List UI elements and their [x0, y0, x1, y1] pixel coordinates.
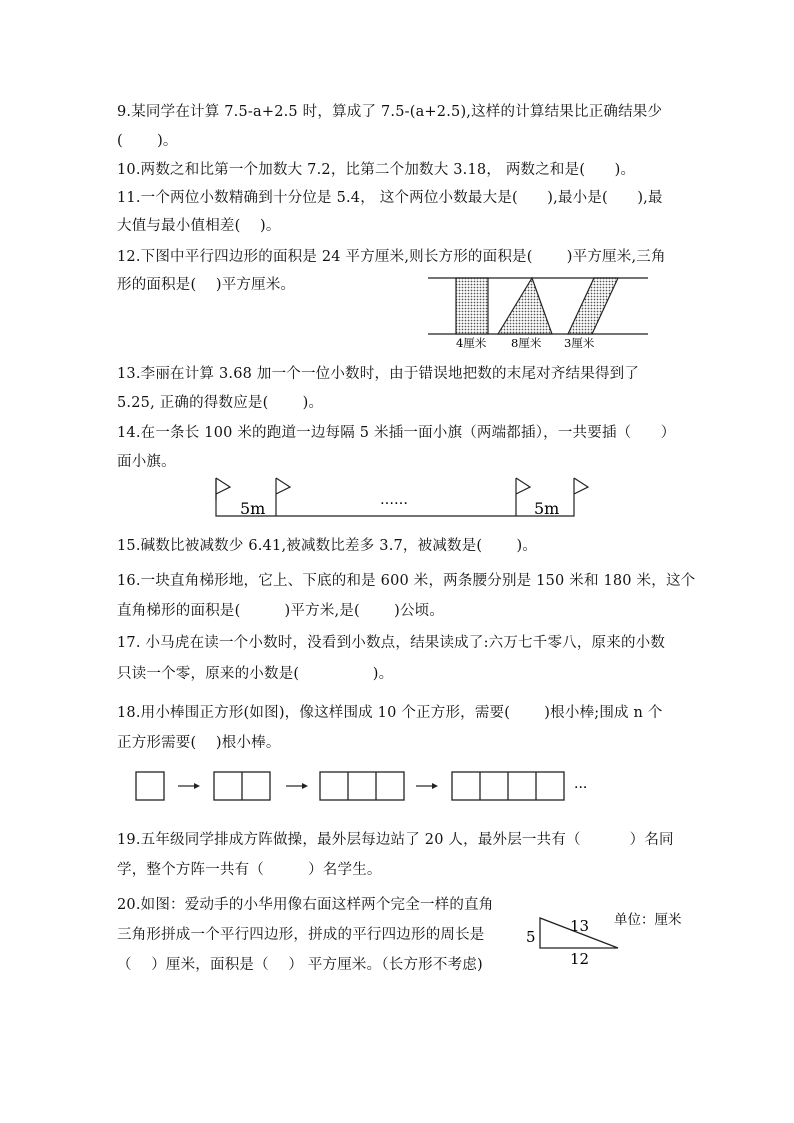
q17-line2: 只读一个零，原来的小数是( )。	[117, 666, 394, 682]
flag-icon	[516, 478, 530, 516]
q17-line1: 17. 小马虎在读一个小数时，没看到小数点，结果读成了:六万七千零八，原来的小数	[117, 635, 666, 651]
right-gap-label: 5m	[534, 499, 560, 518]
q18-line2: 正方形需要( )根小棒。	[117, 735, 281, 751]
label-para-base: 3厘米	[564, 336, 595, 350]
square-group-2	[214, 772, 270, 800]
q12-line2: 形的面积是( )平方厘米。	[117, 277, 296, 293]
arrow-icon	[178, 783, 200, 789]
triangle-shape	[498, 278, 552, 334]
label-tri-base: 8厘米	[511, 336, 542, 350]
label-rect-width: 4厘米	[456, 336, 487, 350]
q19-line2: 学，整个方阵一共有（ ）名学生。	[117, 862, 382, 878]
q18-line1: 18.用小棒围正方形(如图)，像这样围成 10 个正方形，需要( )根小棒;围成 n 个	[117, 705, 663, 721]
arrow-icon	[286, 783, 308, 789]
rectangle-shape	[456, 278, 488, 334]
parallelogram-shape	[568, 278, 618, 334]
q14-line1: 14.在一条长 100 米的跑道一边每隔 5 米插一面小旗（两端都插），一共要插（ ）	[117, 425, 676, 441]
flag-icon	[216, 478, 230, 500]
q9-line2: ( )。	[117, 133, 178, 149]
hypotenuse-label: 13	[570, 917, 590, 935]
left-gap-label: 5m	[240, 499, 266, 518]
q20-line2: 三角形拼成一个平行四边形，拼成的平行四边形的周长是	[117, 927, 485, 943]
ellipsis-label: ……	[380, 492, 408, 508]
q13-line2: 5.25, 正确的得数应是( )。	[117, 395, 324, 411]
square-group-3	[320, 772, 404, 800]
q12-figure	[428, 274, 650, 350]
flag-icon	[276, 478, 290, 516]
q13-line1: 13.李丽在计算 3.68 加一个一位小数时，由于错误地把数的末尾对齐结果得到了	[117, 366, 640, 382]
q19-line1: 19.五年级同学排成方阵做操，最外层每边站了 20 人，最外层一共有（ ）名同	[117, 832, 674, 848]
q11-line2: 大值与最小值相差( )。	[117, 218, 281, 234]
q15-line1: 15.碱数比被减数少 6.41,被减数比差多 3.7，被减数是( )。	[117, 538, 538, 554]
unit-label: 单位：厘米	[614, 912, 682, 928]
q16-line2: 直角梯形的面积是( )平方米,是( )公顷。	[117, 603, 445, 619]
q14-line2: 面小旗。	[117, 454, 176, 470]
q18-figure	[134, 770, 604, 804]
flag-icon	[574, 478, 588, 494]
arrow-icon	[416, 783, 438, 789]
side-a-label: 5	[526, 928, 536, 946]
square-group-1	[136, 772, 164, 800]
q14-figure	[212, 474, 596, 520]
ellipsis-label: ···	[574, 780, 588, 796]
q20-line3: （ ）厘米，面积是（ ） 平方厘米。（长方形不考虑)	[117, 957, 483, 973]
q20-line1: 20.如图：爱动手的小华用像右面这样两个完全一样的直角	[117, 897, 494, 913]
q9-line1: 9.某同学在计算 7.5-a+2.5 时，算成了 7.5-(a+2.5),这样的计算结果比正确结果少	[117, 104, 663, 120]
q12-line1: 12.下图中平行四边形的面积是 24 平方厘米,则长方形的面积是( )平方厘米,三角	[117, 249, 666, 265]
q20-figure	[526, 908, 706, 968]
q11-line1: 11.一个两位小数精确到十分位是 5.4， 这个两位小数最大是( ),最小是( ),最	[117, 190, 663, 206]
side-b-label: 12	[570, 950, 590, 968]
q16-line1: 16.一块直角梯形地，它上、下底的和是 600 米，两条腰分别是 150 米和 180 米，这个	[117, 573, 696, 589]
q10-line1: 10.两数之和比第一个加数大 7.2，比第二个加数大 3.18， 两数之和是( )。	[117, 162, 636, 178]
square-group-4	[452, 772, 564, 800]
